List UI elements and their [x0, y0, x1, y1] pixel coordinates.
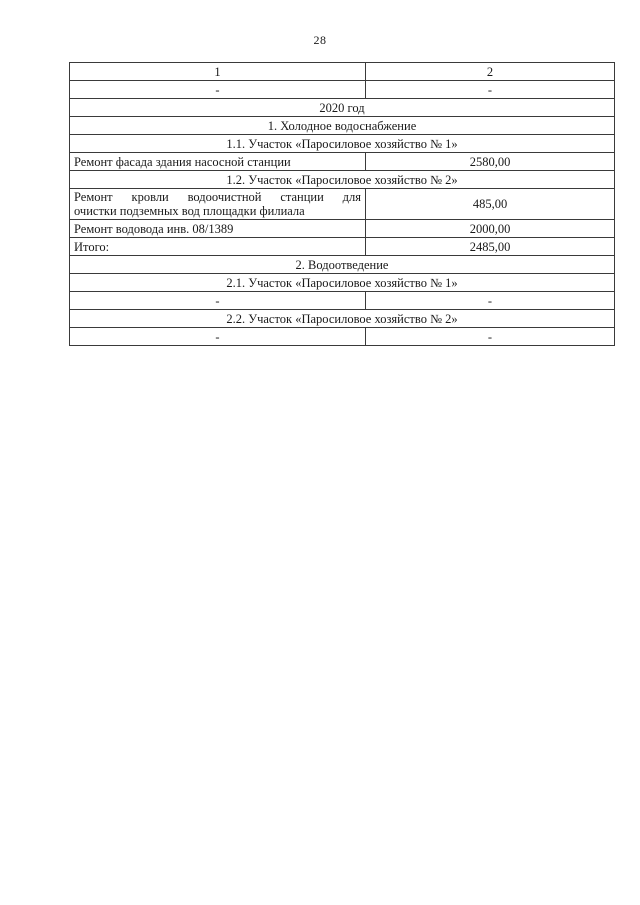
table-row [70, 81, 615, 99]
section-title-row [70, 117, 615, 135]
repair-table [69, 62, 615, 346]
page-number: 28 [313, 33, 327, 47]
total-row [70, 238, 615, 256]
work-name: Ремонт фасада здания насосной станции [70, 153, 366, 171]
table-cell: - [70, 328, 366, 346]
table-row [70, 328, 615, 346]
section-2-title: 2. Водоотведение [70, 256, 615, 274]
header-col-1: 1 [70, 63, 366, 81]
work-cost: 2000,00 [366, 220, 615, 238]
subsection-1-2-title: 1.2. Участок «Паросиловое хозяйство № 2» [70, 171, 615, 189]
work-cost: 2580,00 [366, 153, 615, 171]
table-row [70, 292, 615, 310]
table-row [70, 220, 615, 238]
table-cell: - [366, 292, 615, 310]
header-col-2: 2 [366, 63, 615, 81]
work-cost: 485,00 [366, 189, 615, 220]
table-cell: - [366, 328, 615, 346]
subsection-1-1-title: 1.1. Участок «Паросиловое хозяйство № 1» [70, 135, 615, 153]
work-name-line-1: Ремонт кровли водоочистной станции для [74, 190, 361, 204]
year-title: 2020 год [70, 99, 615, 117]
table-header-row [70, 63, 615, 81]
work-name-line-2: очистки подземных вод площадки филиала [74, 204, 305, 218]
table-row [70, 189, 615, 220]
subsection-title-row [70, 171, 615, 189]
work-name [70, 189, 366, 220]
subsection-title-row [70, 310, 615, 328]
total-label: Итого: [70, 238, 366, 256]
year-title-row [70, 99, 615, 117]
section-1-title: 1. Холодное водоснабжение [70, 117, 615, 135]
table-cell: - [70, 81, 366, 99]
subsection-2-1-title: 2.1. Участок «Паросиловое хозяйство № 1» [70, 274, 615, 292]
subsection-title-row [70, 135, 615, 153]
subsection-2-2-title: 2.2. Участок «Паросиловое хозяйство № 2» [70, 310, 615, 328]
total-value: 2485,00 [366, 238, 615, 256]
table-cell: - [70, 292, 366, 310]
work-name: Ремонт водовода инв. 08/1389 [70, 220, 366, 238]
table-row [70, 153, 615, 171]
table-cell: - [366, 81, 615, 99]
section-title-row [70, 256, 615, 274]
subsection-title-row [70, 274, 615, 292]
